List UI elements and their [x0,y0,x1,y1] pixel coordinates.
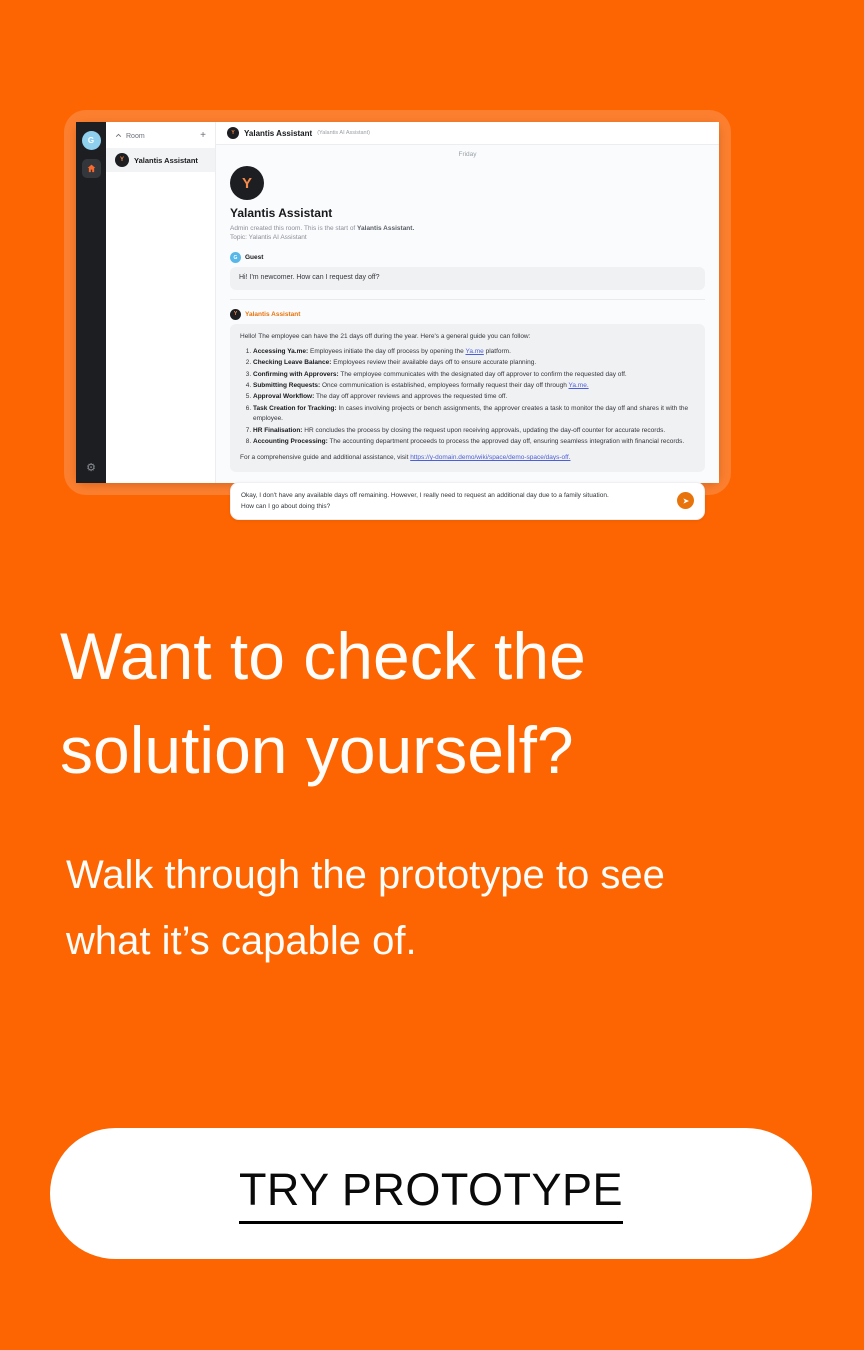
assistant-message-author: Y Yalantis Assistant [230,309,705,320]
try-prototype-button[interactable] [50,1128,812,1259]
page-title: Want to check the solution yourself? [60,619,586,787]
assistant-footer: For a comprehensive guide and additional assistance, visit https://y-domain.demo/wiki/space/demo-space/days-off. [240,454,571,462]
app-rail [76,122,106,483]
chat-header-avatar: Y [227,127,239,139]
thread-divider [230,299,705,300]
room-list-label: Room [126,132,145,140]
home-icon[interactable] [82,159,101,178]
room-name: Yalantis Assistant [134,155,198,165]
assistant-avatar: Y [230,309,241,320]
date-divider: Friday [458,151,477,158]
chevron-up-icon[interactable] [115,133,122,140]
assistant-message-bubble [230,324,705,472]
chat-title: Yalantis Assistant [244,128,313,138]
chat-header [216,122,719,145]
message-list [216,145,719,482]
step-item: 6. Task Creation for Tracking: In cases involving projects or bench assignments, the approver creates a task to monitor the day off and shares it with the employee. [253,404,695,425]
settings-gear-icon[interactable]: ⚙ [86,462,96,474]
step-item: 7. HR Finalisation: HR concludes the process by closing the request upon receiving approvals, updating the day-off counter for accurate records. [253,426,695,436]
step-item: 1. Accessing Ya.me: Employees initiate the day off process by opening the Ya.me platform. [253,347,695,357]
room-avatar: Y [115,153,129,167]
send-arrow-icon [682,493,690,508]
step-item: 3. Confirming with Approvers: The employee communicates with the designated day off approver to confirm the requested day off. [253,370,695,380]
room-intro-admin-line: Admin created this room. This is the start of Yalantis Assistant. [230,225,415,232]
guest-message-author: G Guest [230,252,705,263]
chat-panel [216,122,719,510]
chat-app-window [76,122,719,510]
step-item: 2. Checking Leave Balance: Employees review their available days off to ensure accurate planning. [253,358,695,368]
wiki-link[interactable]: https://y-domain.demo/wiki/space/demo-space/days-off. [410,454,571,462]
app-screenshot-frame [64,110,731,510]
step-item: 8. Accounting Processing: The accounting department proceeds to process the approved day off, ensuring seamless integration with financial records. [253,437,695,447]
step-item: 4. Submitting Requests: Once communication is established, employees formally request their day off through Ya.me. [253,381,695,391]
add-room-button[interactable]: + [200,130,206,141]
guest-message-bubble: Hi! I'm newcomer. How can I request day off? [230,267,705,290]
room-intro-avatar: Y [230,166,264,200]
room-intro-topic-line: Topic: Yalantis AI Assistant [230,234,307,241]
try-prototype-label: TRY PROTOTYPE [239,1164,623,1224]
user-avatar[interactable]: G [82,131,101,150]
room-intro-title: Yalantis Assistant [230,206,333,220]
guest-avatar: G [230,252,241,263]
send-button[interactable] [677,492,694,509]
room-list-item[interactable] [106,148,215,172]
room-list-panel [106,122,216,483]
composer-text: Okay, I don't have any available days off remaining. However, I really need to request an additional day due to a family situation. How can I go about doing this? [241,491,609,510]
inline-link[interactable]: Ya.me. [568,382,589,390]
assistant-intro: Hello! The employee can have the 21 days off during the year. Here's a general guide you can follow: [240,332,531,340]
assistant-steps-list [240,347,695,448]
inline-link[interactable]: Ya.me [465,347,484,355]
message-input[interactable] [230,482,705,520]
step-item: 5. Approval Workflow: The day off approver reviews and approves the requested time off. [253,392,695,402]
page-subtitle: Walk through the prototype to see what it’s capable of. [66,853,665,963]
room-list-header [106,122,215,148]
chat-subtitle: (Yalantis AI Assistant) [317,130,370,136]
